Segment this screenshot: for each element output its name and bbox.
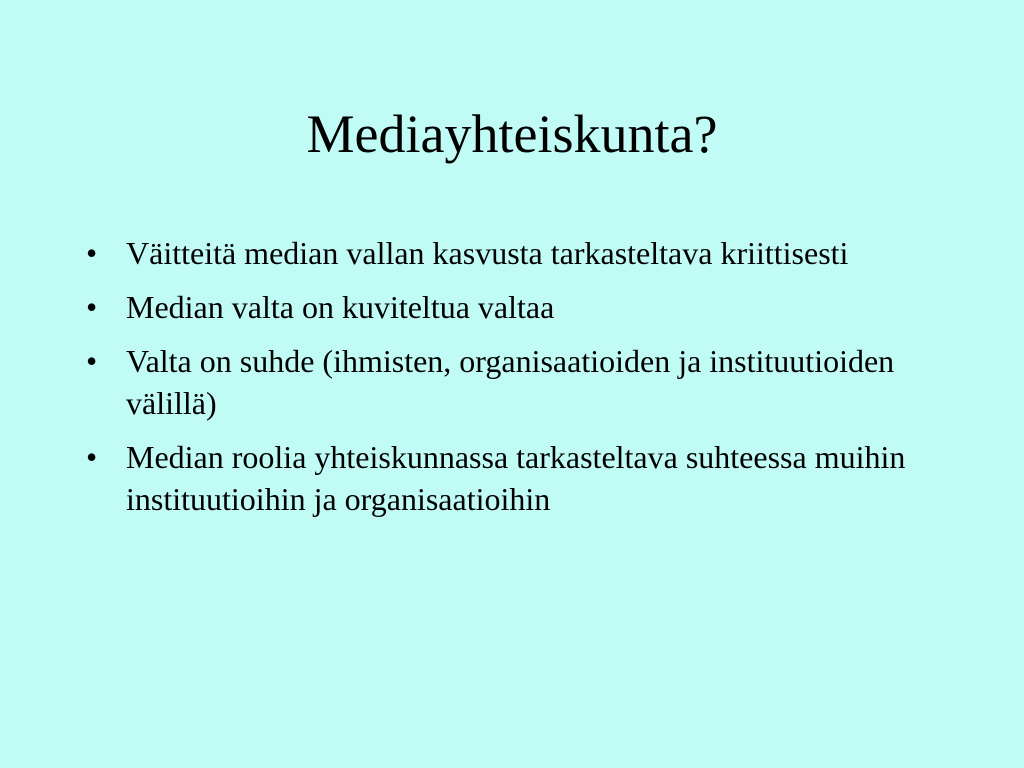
bullet-marker-icon: •	[86, 289, 98, 325]
bullet-text: Median valta on kuviteltua valtaa	[126, 289, 555, 325]
bullet-text: Median roolia yhteiskunnassa tarkasteltava suhteessa muihin instituutioihin ja organisaatioihin	[126, 439, 906, 517]
bullet-marker-icon: •	[86, 439, 98, 475]
bullet-item	[86, 286, 966, 328]
bullet-text: Väitteitä median vallan kasvusta tarkasteltava kriittisesti	[126, 235, 849, 271]
bullet-item	[86, 340, 966, 424]
slide-title: Mediayhteiskunta?	[306, 104, 718, 164]
bullet-marker-icon: •	[86, 235, 98, 271]
bullet-text: Valta on suhde (ihmisten, organisaatioiden ja instituutioiden välillä)	[126, 343, 895, 421]
bullet-item	[86, 436, 966, 520]
bullet-item	[86, 232, 966, 274]
bullet-marker-icon: •	[86, 343, 98, 379]
bullet-list	[86, 232, 966, 532]
